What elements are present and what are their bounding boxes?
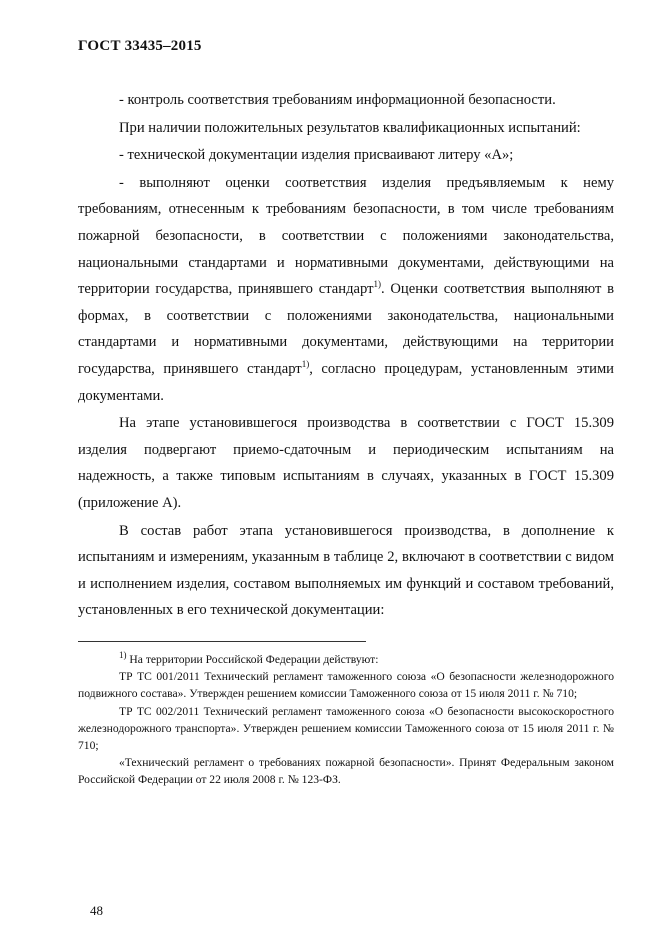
document-body — [78, 87, 614, 624]
footnote-item: «Технический регламент о требованиях пожарной безопасности». Принят Федеральным законом Российской Федерации от 22 июля 2008 г. № 123-ФЗ. — [78, 756, 614, 787]
footnote-intro — [78, 651, 614, 668]
body-paragraph: При наличии положительных результатов квалификационных испытаний: — [119, 119, 581, 136]
body-text: . Оценки соответствия выполняют в формах, в соответствии с положениями законодательства, национальными стандартами и нормативными документами, действующими на территории государства, принявшего стандарт — [78, 281, 614, 377]
body-paragraph: На этапе установившегося производства в соответствии с ГОСТ 15.309 изделия подвергают приемо-сдаточным и периодическим испытаниям на надежность, а также типовым испытаниям в случаях, указанных в ГОСТ 15.309 (приложение А). — [78, 415, 614, 511]
footnotes — [78, 651, 614, 789]
body-paragraph: - контроль соответствия требованиям информационной безопасности. — [119, 92, 556, 108]
document-header-title: ГОСТ 33435–2015 — [78, 38, 202, 54]
body-paragraph — [78, 170, 614, 409]
body-text: , согласно процедурам, установленным этими документами. — [78, 360, 614, 404]
footnote-marker: 1) — [373, 279, 381, 290]
footnote-marker: 1) — [119, 650, 127, 661]
page-number: 48 — [90, 903, 103, 918]
body-text: - выполняют оценки соответствия изделия предъявляемым к нему требованиям, отнесенным к требованиям безопасности, в том числе требованиям пожарной безопасности, в соответствии с положениями законодательства, национальными стандартами и нормативными документами, действующими на территории государства, принявшего стандарт — [78, 174, 614, 298]
footnote-marker: 1) — [301, 359, 310, 370]
body-paragraph: В состав работ этапа установившегося производства, в дополнение к испытаниям и измерениям, указанным в таблице 2, включают в соответствии с видом и исполнением изделия, составом выполняемых им функций и составом требований, установленных в его технической документации: — [78, 522, 614, 619]
footnote-text: На территории Российской Федерации действуют: — [129, 653, 379, 666]
footnote-separator — [78, 641, 366, 642]
footnote-item: ТР ТС 001/2011 Технический регламент таможенного союза «О безопасности железнодорожного подвижного состава». Утвержден решением комиссии Таможенного союза от 15 июля 2011 г. № 710; — [78, 670, 614, 701]
body-paragraph: - технической документации изделия присваивают литеру «А»; — [119, 147, 514, 164]
footnote-item: ТР ТС 002/2011 Технический регламент таможенного союза «О безопасности высокоскоростного железнодорожного транспорта». Утвержден решением комиссии Таможенного союза от 15 июля 2011 г. № 710; — [78, 704, 614, 753]
